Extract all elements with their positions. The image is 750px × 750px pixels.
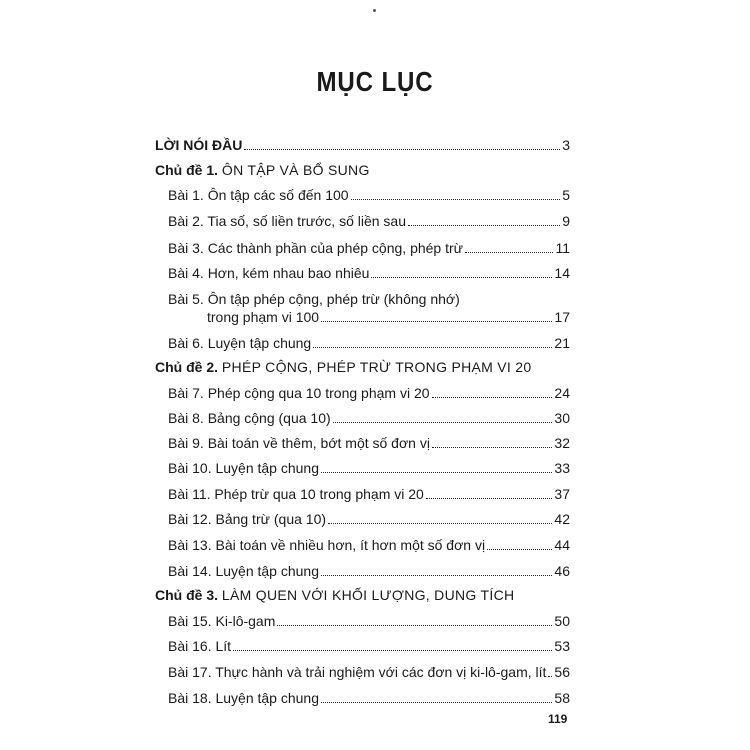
dot-leader (487, 548, 552, 550)
chapter-title: ÔN TẬP VÀ BỔ SUNG (221, 162, 370, 178)
lesson-label: Bài 8. Bảng cộng (qua 10) (168, 410, 331, 426)
toc-entry-lesson[interactable] (168, 613, 570, 629)
page-ref: 32 (554, 435, 570, 451)
lesson-label: Bài 16. Lít (168, 638, 232, 654)
page-ref: 50 (554, 613, 570, 629)
page-ref: 5 (562, 187, 570, 203)
lesson-label: Bài 17. Thực hành và trải nghiệm với các đơn vị ki-lô-gam, lít (168, 664, 547, 680)
toc-entry-lesson[interactable] (168, 563, 570, 579)
lesson-label: Bài 5. Ôn tập phép cộng, phép trừ (không nhớ) (168, 291, 460, 307)
page-ref: 14 (554, 265, 570, 281)
dot-leader (233, 649, 552, 651)
page-ref: 58 (554, 690, 570, 706)
page-ref: 3 (562, 137, 570, 153)
page-ref: 9 (562, 213, 570, 229)
chapter-title: PHÉP CỘNG, PHÉP TRỪ TRONG PHẠM VI 20 (221, 359, 532, 375)
preface-label: LỜI NÓI ĐẦU (155, 137, 243, 153)
lesson-label: Bài 18. Luyện tập chung (168, 690, 320, 706)
page-ref: 37 (554, 486, 570, 502)
dot-leader (548, 675, 552, 677)
dot-leader (351, 198, 561, 200)
dot-leader (371, 276, 552, 278)
dot-leader (313, 346, 552, 348)
dot-leader (277, 624, 552, 626)
toc-entry-preface[interactable] (155, 137, 570, 153)
toc-entry-lesson[interactable] (168, 335, 570, 351)
page-ref: 21 (554, 335, 570, 351)
toc-entry-lesson[interactable] (168, 265, 570, 281)
page-ref: 44 (554, 537, 570, 553)
page-ref: 53 (554, 638, 570, 654)
lesson-label: Bài 15. Ki-lô-gam (168, 613, 276, 629)
chapter-number: Chủ đề 2. (155, 359, 219, 375)
page-title: MỤC LỤC (316, 66, 434, 97)
chapter-number: Chủ đề 3. (155, 587, 219, 603)
lesson-label: Bài 3. Các thành phần của phép cộng, phép trừ (168, 240, 464, 256)
toc-entry-lesson[interactable] (168, 690, 570, 706)
toc-entry-lesson[interactable] (168, 638, 570, 654)
toc-entry-lesson[interactable] (168, 435, 570, 451)
dot-leader (426, 497, 553, 499)
page-ref: 42 (554, 511, 570, 527)
lesson-label: Bài 2. Tia số, số liền trước, số liền sau (168, 213, 406, 229)
lesson-label: Bài 4. Hơn, kém nhau bao nhiêu (168, 265, 370, 281)
dot-leader (432, 446, 552, 448)
lesson-label: Bài 6. Luyện tập chung (168, 335, 312, 351)
lesson-label: Bài 10. Luyện tập chung (168, 460, 320, 476)
page-ref: 33 (554, 460, 570, 476)
lesson-label: Bài 12. Bảng trừ (qua 10) (168, 511, 327, 527)
toc-entry-lesson[interactable] (168, 410, 570, 426)
toc-entry-lesson[interactable] (168, 240, 570, 256)
lesson-label: Bài 14. Luyện tập chung (168, 563, 320, 579)
dot-leader (408, 224, 560, 226)
toc-entry-lesson[interactable] (168, 537, 570, 553)
page-ref: 46 (554, 563, 570, 579)
chapter-heading[interactable] (155, 359, 531, 375)
dot-leader (244, 148, 560, 150)
dot-leader (328, 522, 552, 524)
toc-entry-lesson[interactable] (168, 511, 570, 527)
toc-entry-lesson[interactable] (168, 385, 570, 401)
toc-entry-lesson[interactable] (168, 187, 570, 203)
page-ref: 17 (554, 309, 570, 325)
dot-leader (333, 421, 553, 423)
dot-leader (465, 251, 553, 253)
dot-leader (321, 701, 552, 703)
lesson-label: Bài 9. Bài toán về thêm, bớt một số đơn vị (168, 435, 430, 451)
toc-entry-lesson[interactable] (168, 664, 570, 680)
page-ref: 56 (554, 664, 570, 680)
lesson-label: Bài 11. Phép trừ qua 10 trong phạm vi 20 (168, 486, 424, 502)
lesson-label: Bài 7. Phép cộng qua 10 trong phạm vi 20 (168, 385, 430, 401)
chapter-heading[interactable] (155, 162, 370, 178)
page-ref: 24 (554, 385, 570, 401)
dot-leader (432, 396, 553, 398)
chapter-heading[interactable] (155, 587, 514, 603)
toc-entry-lesson[interactable] (168, 213, 570, 229)
chapter-number: Chủ đề 1. (155, 162, 219, 178)
page-number: 119 (548, 712, 568, 726)
dot-leader (321, 471, 552, 473)
toc-entry-lesson-line1[interactable] (168, 291, 460, 307)
toc-entry-lesson[interactable] (168, 486, 570, 502)
dot-leader (321, 320, 552, 322)
toc-entry-lesson[interactable] (168, 460, 570, 476)
lesson-label: Bài 1. Ôn tập các số đến 100 (168, 187, 349, 203)
dot-leader (321, 574, 552, 576)
toc-entry-lesson-line2[interactable] (207, 309, 570, 325)
lesson-label-continued: trong phạm vi 100 (207, 309, 320, 325)
chapter-title: LÀM QUEN VỚI KHỐI LƯỢNG, DUNG TÍCH (221, 587, 515, 603)
page-ref: 11 (555, 240, 570, 256)
page-ref: 30 (554, 410, 570, 426)
lesson-label: Bài 13. Bài toán về nhiều hơn, ít hơn một số đơn vị (168, 537, 486, 553)
